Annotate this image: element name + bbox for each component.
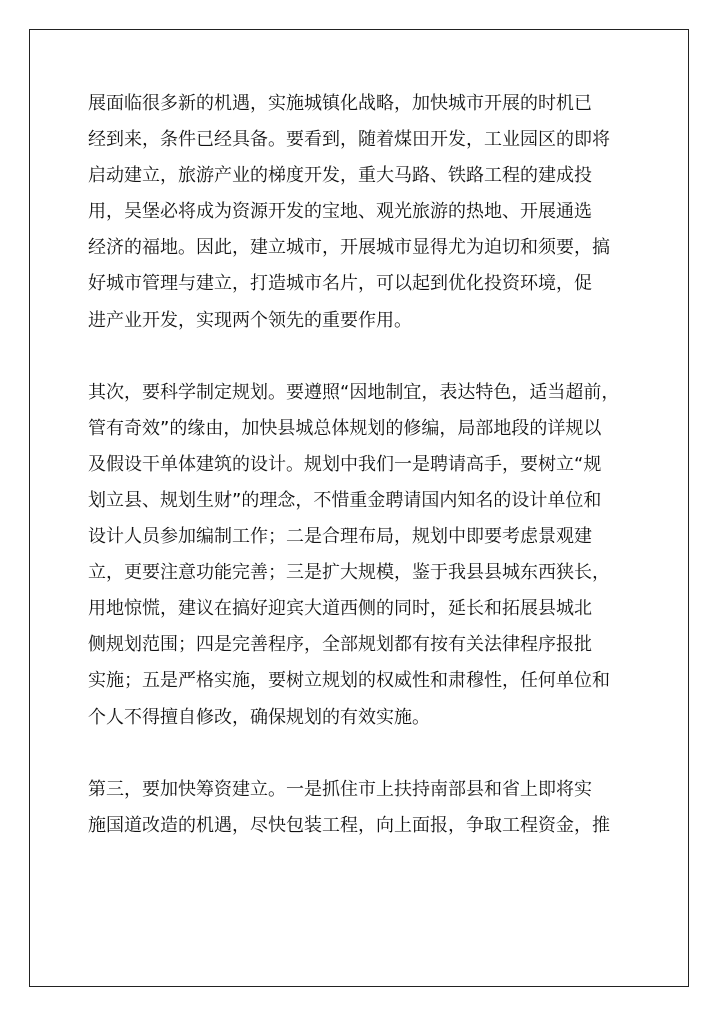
text-line: 经济的福地。因此，建立城市，开展城市显得尤为迫切和须要，搞	[88, 237, 610, 259]
text-line: 好城市管理与建立，打造城市名片，可以起到优化投资环境，促	[88, 273, 592, 295]
document-body	[88, 86, 636, 844]
text-line: 实施；五是严格实施，要树立规划的权威性和肃穆性，任何单位和	[88, 670, 610, 692]
text-line: 其次，要科学制定规划。要遵照“因地制宜，表达特色，适当超前，	[88, 381, 620, 403]
text-line: 管有奇效”的缘由，加快县城总体规划的修编，局部地段的详规以	[88, 417, 602, 439]
text-line: 启动建立，旅游产业的梯度开发，重大马路、铁路工程的建成投	[88, 165, 592, 187]
text-line: 及假设干单体建筑的设计。规划中我们一是聘请高手，要树立“规	[88, 453, 602, 475]
text-line: 进产业开发，实现两个领先的重要作用。	[88, 309, 412, 331]
text-line: 用地惊慌，建议在搞好迎宾大道西侧的同时，延长和拓展县城北	[88, 598, 592, 620]
text-line: 设计人员参加编制工作；二是合理布局，规划中即要考虑景观建	[88, 526, 592, 548]
paragraph-2	[88, 375, 636, 736]
paragraph-spacer	[88, 736, 636, 772]
paragraph-3	[88, 772, 636, 844]
text-line: 用，吴堡必将成为资源开发的宝地、观光旅游的热地、开展通选	[88, 201, 592, 223]
text-line: 划立县、规划生财”的理念，不惜重金聘请国内知名的设计单位和	[88, 489, 602, 511]
text-line: 个人不得擅自修改，确保规划的有效实施。	[88, 706, 430, 728]
text-line: 展面临很多新的机遇，实施城镇化战略，加快城市开展的时机已	[88, 93, 592, 114]
text-line: 第三，要加快筹资建立。一是抓住市上扶持南部县和省上即将实	[88, 778, 592, 800]
text-line: 立，更要注意功能完善；三是扩大规模，鉴于我县县城东西狭长，	[88, 562, 610, 584]
text-line: 施国道改造的机遇，尽快包装工程，向上面报，争取工程资金，推	[88, 814, 610, 836]
text-line: 侧规划范围；四是完善程序，全部规划都有按有关法律程序报批	[88, 634, 592, 656]
text-line: 经到来，条件已经具备。要看到，随着煤田开发，工业园区的即将	[88, 129, 610, 151]
paragraph-1	[88, 86, 636, 339]
paragraph-spacer	[88, 339, 636, 375]
